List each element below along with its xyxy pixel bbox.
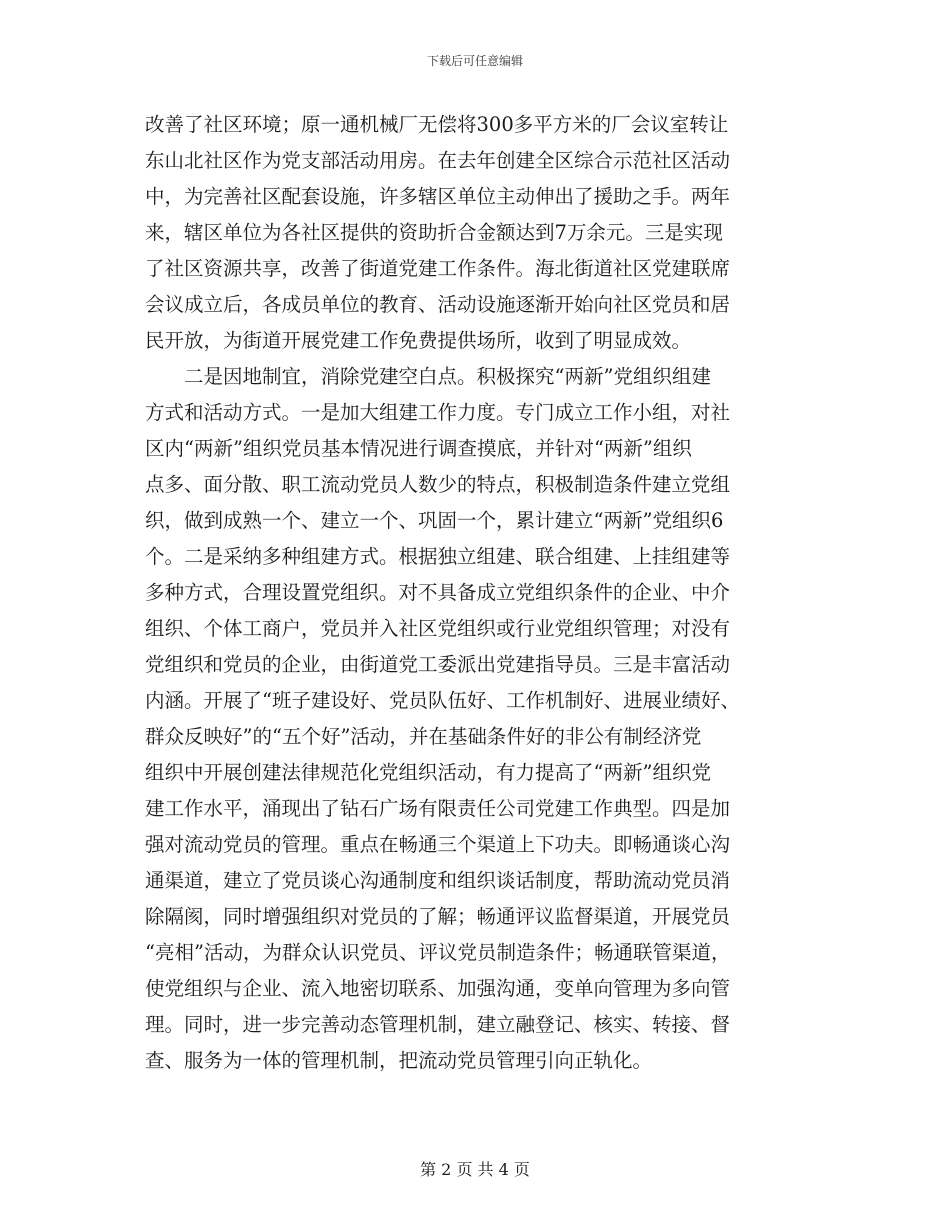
text-line: 多种方式，合理设置党组织。对不具备成立党组织条件的企业、中介	[145, 581, 731, 604]
text-line: 民开放，为街道开展党建工作免费提供场所，收到了明显成效。	[145, 329, 692, 352]
text-line: 理。同时，进一步完善动态管理机制，建立融登记、核实、转接、督	[145, 1013, 731, 1036]
text-line: 使党组织与企业、流入地密切联系、加强沟通，变单向管理为多向管	[145, 977, 731, 1000]
text-line: 建工作水平，涌现出了钻石广场有限责任公司党建工作典型。四是加	[145, 797, 731, 820]
page-number: 第 2 页 共 4 页	[420, 1160, 530, 1179]
text-line: 方式和活动方式。一是加大组建工作力度。专门成立工作小组，对社	[145, 401, 731, 424]
text-line: 了社区资源共享，改善了街道党建工作条件。海北街道社区党建联席	[145, 257, 731, 280]
text-line: 织，做到成熟一个、建立一个、巩固一个，累计建立“两新”党组织6	[145, 509, 724, 532]
page-header: 下载后可任意编辑	[426, 54, 523, 68]
text-line: “亮相”活动，为群众认识党员、评议党员制造条件；畅通联管渠道，	[145, 941, 731, 964]
text-line: 改善了社区环境；原一通机械厂无偿将300多平方米的厂会议室转让	[145, 113, 729, 136]
text-line: 组织中开展创建法律规范化党组织活动，有力提高了“两新”组织党	[145, 761, 711, 784]
text-line: 内涵。开展了“班子建设好、党员队伍好、工作机制好、进展业绩好、	[145, 689, 740, 712]
text-line: 点多、面分散、职工流动党员人数少的特点，积极制造条件建立党组	[145, 473, 731, 496]
text-line: 强对流动党员的管理。重点在畅通三个渠道上下功夫。即畅通谈心沟	[145, 833, 731, 856]
text-line: 党组织和党员的企业，由街道党工委派出党建指导员。三是丰富活动	[145, 653, 731, 676]
text-line: 来，辖区单位为各社区提供的资助折合金额达到7万余元。三是实现	[145, 221, 723, 244]
text-line: 除隔阂，同时增强组织对党员的了解；畅通评议监督渠道，开展党员	[145, 905, 731, 928]
text-line: 东山北社区作为党支部活动用房。在去年创建全区综合示范社区活动	[145, 149, 731, 172]
text-line: 个。二是采纳多种组建方式。根据独立组建、联合组建、上挂组建等	[145, 545, 731, 568]
text-line: 组织、个体工商户，党员并入社区党组织或行业党组织管理；对没有	[145, 617, 731, 640]
text-line: 群众反映好”的“五个好”活动，并在基础条件好的非公有制经济党	[145, 725, 702, 748]
text-line: 区内“两新”组织党员基本情况进行调查摸底，并针对“两新”组织	[145, 437, 692, 460]
text-line: 通渠道，建立了党员谈心沟通制度和组织谈话制度，帮助流动党员消	[145, 869, 731, 892]
text-line: 中，为完善社区配套设施，许多辖区单位主动伸出了援助之手。两年	[145, 185, 731, 208]
text-line: 二是因地制宜，消除党建空白点。积极探究“两新”党组织组建	[145, 365, 711, 388]
text-line: 会议成立后，各成员单位的教育、活动设施逐渐开始向社区党员和居	[145, 293, 731, 316]
text-line: 查、服务为一体的管理机制，把流动党员管理引向正轨化。	[145, 1049, 653, 1072]
